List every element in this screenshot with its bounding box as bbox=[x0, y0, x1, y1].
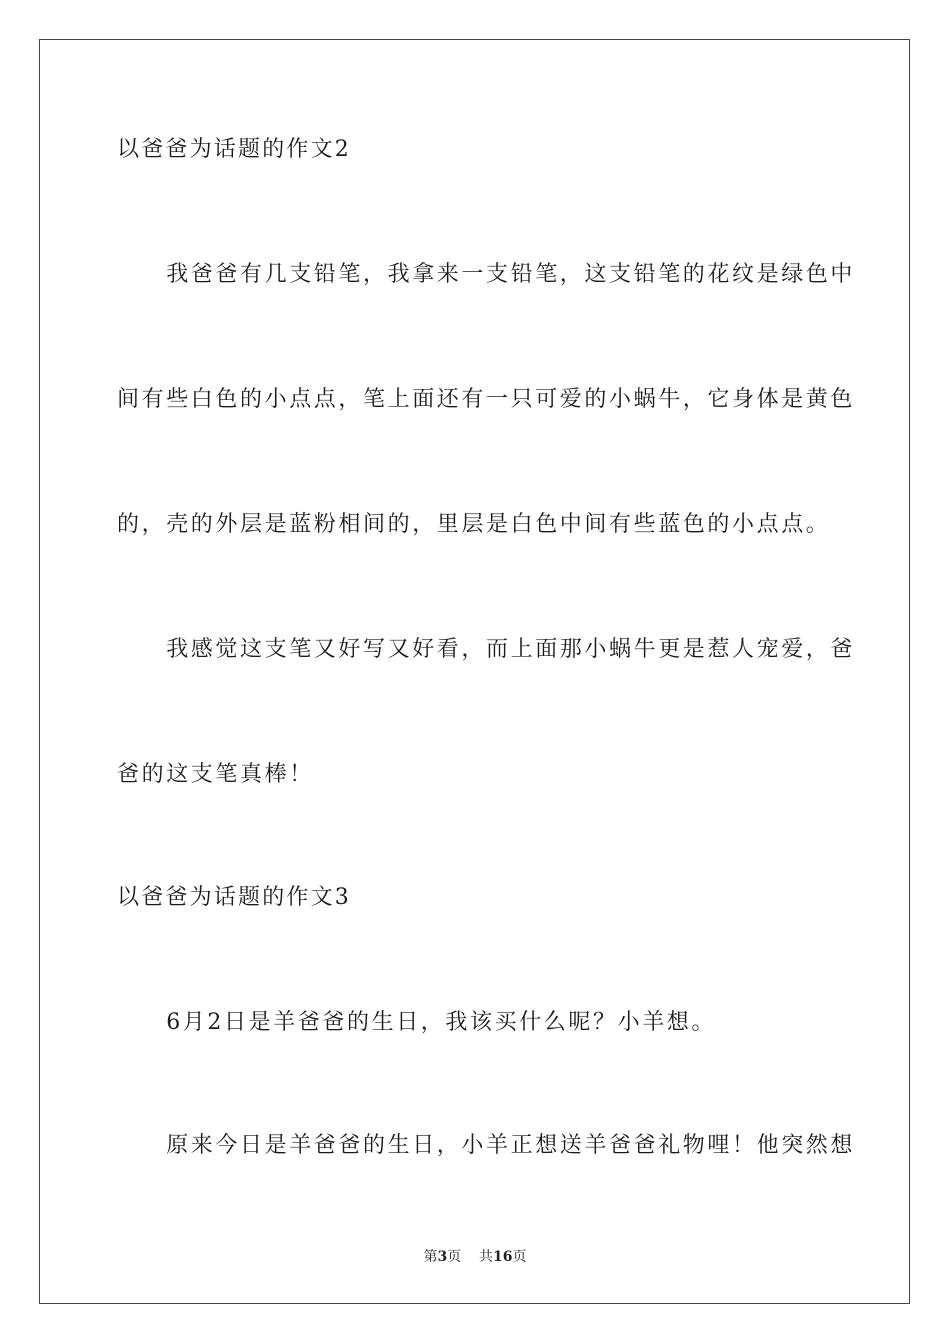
paragraph-line: 的，壳的外层是蓝粉相间的，里层是白色中间有些蓝色的小点点。 bbox=[117, 512, 831, 537]
paragraph-line: 间有些白色的小点点，笔上面还有一只可爱的小蜗牛，它身体是黄色 bbox=[117, 387, 856, 412]
page-footer bbox=[0, 1247, 950, 1267]
page-border bbox=[39, 39, 910, 1304]
footer-total-suffix: 页 bbox=[512, 1249, 527, 1265]
essay-heading-3: 以爸爸为话题的作文3 bbox=[117, 885, 351, 910]
footer-page-number: 3 bbox=[437, 1249, 448, 1265]
essay-heading-2: 以爸爸为话题的作文2 bbox=[117, 137, 351, 162]
paragraph-line: 我爸爸有几支铅笔，我拿来一支铅笔，这支铅笔的花纹是绿色中 bbox=[117, 262, 856, 287]
paragraph-line: 6月2日是羊爸爸的生日，我该买什么呢？小羊想。 bbox=[117, 1010, 716, 1035]
paragraph-line: 原来今日是羊爸爸的生日，小羊正想送羊爸爸礼物哩！他突然想 bbox=[117, 1133, 856, 1158]
footer-total-pages: 16 bbox=[493, 1249, 513, 1265]
paragraph-line: 我感觉这支笔又好写又好看，而上面那小蜗牛更是惹人宠爱，爸 bbox=[117, 637, 856, 662]
footer-page-prefix: 第 bbox=[423, 1249, 438, 1265]
footer-page-suffix: 页 bbox=[447, 1249, 462, 1265]
paragraph-line: 爸的这支笔真棒！ bbox=[117, 762, 314, 787]
footer-total-prefix: 共 bbox=[479, 1249, 494, 1265]
